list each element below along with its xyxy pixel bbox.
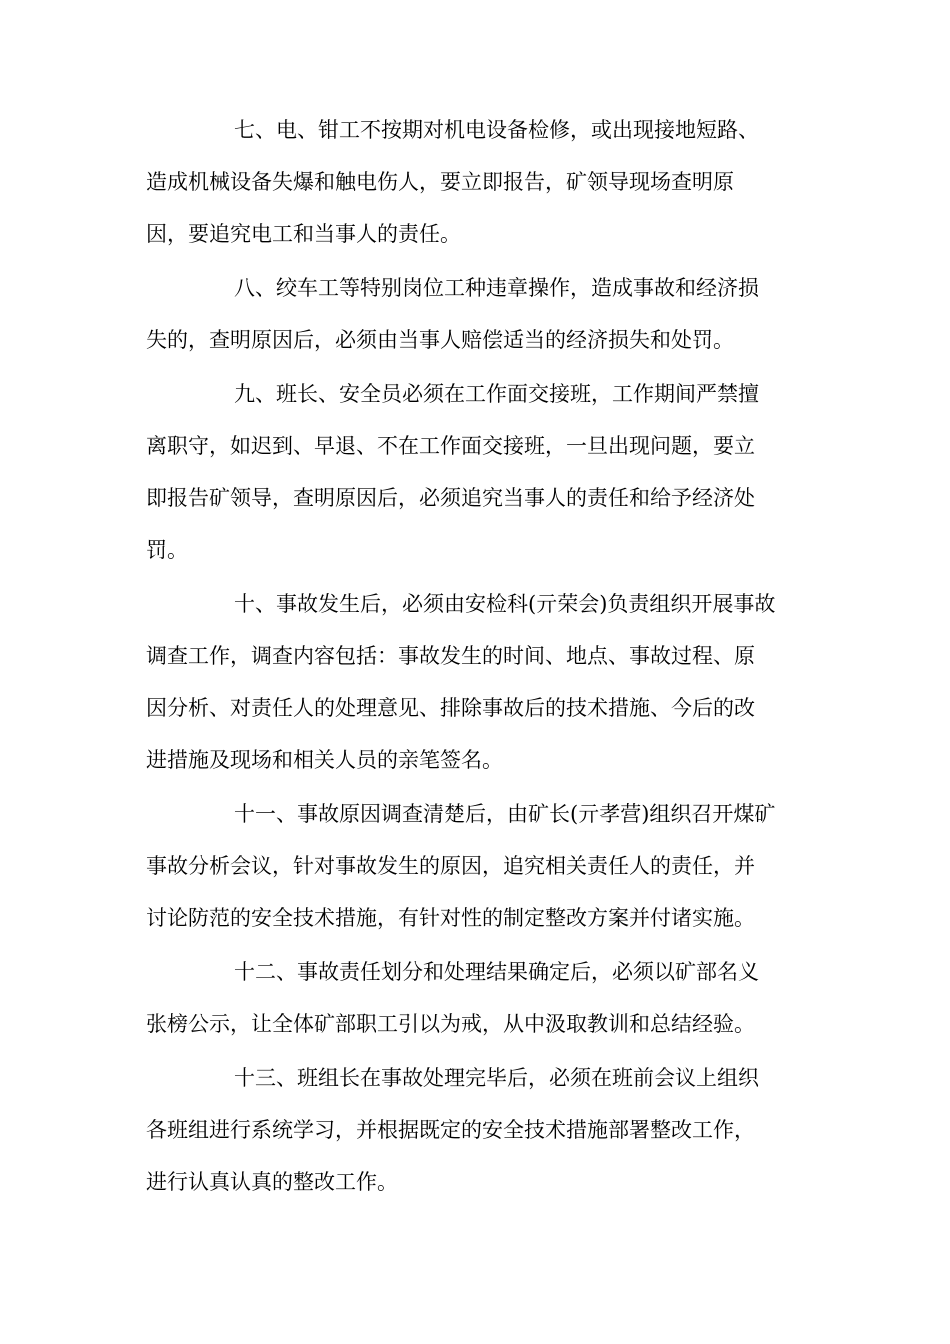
paragraph-12-line-1: 十二、事故责任划分和处理结果确定后，必须以矿部名义 <box>234 960 759 984</box>
paragraph-9-line-2: 离职守，如迟到、早退、不在工作面交接班，一旦出现问题，要立 <box>146 434 755 458</box>
paragraph-9-line-3: 即报告矿领导，查明原因后，必须追究当事人的责任和给予经济处 <box>146 486 755 510</box>
paragraph-11-line-2: 事故分析会议，针对事故发生的原因，追究相关责任人的责任，并 <box>146 854 755 878</box>
paragraph-8-line-1: 八、绞车工等特别岗位工种违章操作，造成事故和经济损 <box>234 276 759 300</box>
paragraph-13-line-3: 进行认真认真的整改工作。 <box>146 1170 398 1194</box>
paragraph-8-line-2: 失的，查明原因后，必须由当事人赔偿适当的经济损失和处罚。 <box>146 328 734 352</box>
paragraph-10-line-4: 进措施及现场和相关人员的亲笔签名。 <box>146 748 503 772</box>
paragraph-7-line-3: 因，要追究电工和当事人的责任。 <box>146 222 461 246</box>
paragraph-7-line-1: 七、电、钳工不按期对机电设备检修，或出现接地短路、 <box>234 118 759 142</box>
paragraph-9-line-1: 九、班长、安全员必须在工作面交接班，工作期间严禁擅 <box>234 382 759 406</box>
paragraph-10-line-2: 调查工作，调查内容包括：事故发生的时间、地点、事故过程、原 <box>146 644 755 668</box>
paragraph-12-line-2: 张榜公示，让全体矿部职工引以为戒，从中汲取教训和总结经验。 <box>146 1012 755 1036</box>
paragraph-9-line-4: 罚。 <box>146 538 188 562</box>
paragraph-10-line-3: 因分析、对责任人的处理意见、排除事故后的技术措施、今后的改 <box>146 696 755 720</box>
paragraph-13-line-1: 十三、班组长在事故处理完毕后，必须在班前会议上组织 <box>234 1066 759 1090</box>
paragraph-11-line-1: 十一、事故原因调查清楚后，由矿长(亓孝营)组织召开煤矿 <box>234 802 776 826</box>
paragraph-7-line-2: 造成机械设备失爆和触电伤人，要立即报告，矿领导现场查明原 <box>146 170 734 194</box>
paragraph-13-line-2: 各班组进行系统学习，并根据既定的安全技术措施部署整改工作， <box>146 1118 755 1142</box>
paragraph-11-line-3: 讨论防范的安全技术措施，有针对性的制定整改方案并付诸实施。 <box>146 906 755 930</box>
paragraph-10-line-1: 十、事故发生后，必须由安检科(亓荣会)负责组织开展事故 <box>234 592 776 616</box>
